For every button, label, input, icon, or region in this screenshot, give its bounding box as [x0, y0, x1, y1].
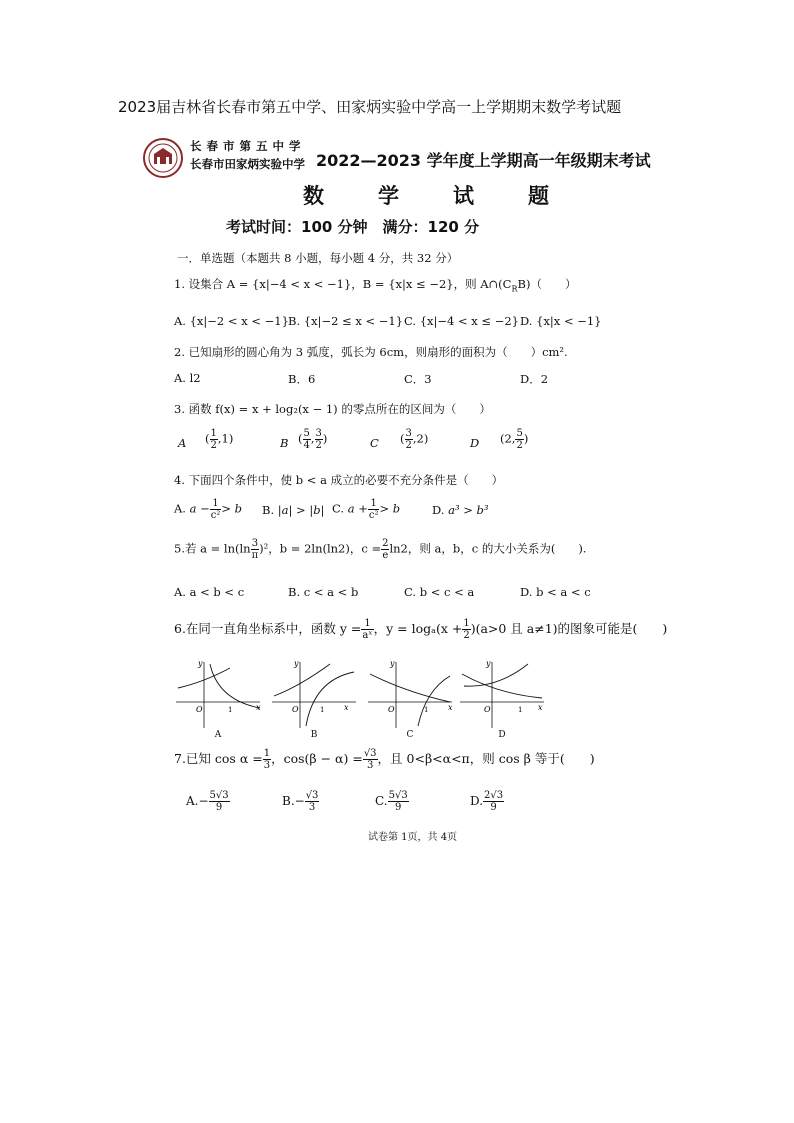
graph-d-plot: [458, 660, 546, 730]
q5-den-c: e: [382, 550, 389, 561]
q4-d-label: D.: [432, 503, 445, 517]
q3-b-den2: 2: [315, 440, 322, 451]
q7-d-label: D.: [470, 794, 484, 808]
graph-c-plot: [366, 660, 454, 730]
q5-option-c[interactable]: C. b < c < a: [404, 585, 475, 599]
q1-option-c[interactable]: C. {x|−4 < x ≤ −2}: [404, 314, 519, 328]
q3-option-d-value: [500, 428, 528, 451]
subject-title: [303, 180, 603, 210]
q2-option-a[interactable]: A. l2: [174, 371, 201, 385]
exam-title: 2022—2023 学年度上学期高一年级期末考试: [316, 151, 651, 170]
graph-d-o: O: [484, 705, 491, 714]
q4-d-text: a³ > b³: [448, 503, 489, 517]
q4-c-label: C.: [332, 501, 345, 516]
q4-b-label: B.: [262, 503, 275, 517]
q3-b-num2: 3: [315, 428, 322, 439]
graph-c-x: x: [448, 703, 453, 712]
q3-a-rest: ,1): [217, 431, 234, 446]
q7-option-c[interactable]: [375, 790, 409, 813]
q7-c-num: 5√3: [388, 790, 408, 801]
q5-num-c: 2: [382, 538, 389, 549]
q6-num: 1: [361, 618, 373, 630]
q7-c-label: C.: [375, 794, 388, 808]
q4-option-c[interactable]: [332, 498, 400, 521]
q7-den-a: 3: [263, 760, 271, 771]
page-footer: 试卷第 1页，共 4页: [368, 832, 458, 843]
graph-d-label: D: [498, 730, 506, 740]
q5-num: 3: [251, 538, 259, 549]
q3-a-num: 1: [210, 428, 217, 439]
q3-option-c-label[interactable]: C: [370, 436, 379, 450]
q4-option-a[interactable]: [174, 498, 242, 521]
q7-d-den: 9: [490, 802, 497, 813]
q3-a-den: 2: [210, 440, 217, 451]
graph-d-1: 1: [518, 706, 523, 714]
q7-d-num: 2√3: [484, 790, 504, 801]
q7-a-den: 9: [215, 802, 223, 813]
q3-d-num: 5: [516, 428, 523, 439]
school-seal-icon: [143, 138, 183, 178]
q6-den2: 2: [463, 630, 470, 641]
school-name-1: 长春市第五中学: [190, 139, 306, 153]
q6-b: ，y = logₐ(x +: [373, 621, 463, 636]
q5-option-b[interactable]: B. c < a < b: [288, 585, 359, 599]
q5-b: )²，b = 2ln(ln2)，c =: [259, 541, 382, 556]
subject-char: 试: [453, 184, 474, 208]
graph-b-y: y: [294, 660, 299, 668]
q2-option-b[interactable]: B．6: [288, 372, 316, 386]
graph-b-plot: [270, 660, 358, 730]
q6-den: aˣ: [362, 630, 373, 641]
graph-b-o: O: [292, 705, 299, 714]
q4-a-num: 1: [210, 498, 222, 510]
q7-option-a[interactable]: [186, 790, 230, 813]
q4-option-b[interactable]: [262, 503, 324, 517]
q7-option-b[interactable]: [282, 790, 319, 813]
q6-graph-b[interactable]: [270, 660, 358, 740]
q3-b-num: 5: [303, 428, 310, 439]
q7-b: ，cos(β − α) =: [271, 751, 363, 766]
q3-d-rest: ): [523, 431, 529, 446]
q1-tail: B)（ ）: [517, 277, 577, 291]
graph-a-y: y: [198, 660, 203, 668]
q1-text: 1. 设集合 A = {x|−4 < x < −1}，B = {x|x ≤ −2}，则 A∩(C: [174, 277, 512, 291]
graph-b-x: x: [344, 703, 349, 712]
q5-den: π: [251, 550, 259, 561]
q7-c: ，且 0<β<α<π，则 cos β 等于( ): [377, 751, 595, 766]
question-2-stem: 2. 已知扇形的圆心角为 3 弧度，弧长为 6cm，则扇形的面积为（ ）cm².: [174, 345, 568, 359]
q6-graphs: [174, 660, 544, 740]
q4-c-den: c²: [368, 510, 379, 521]
q1-option-b[interactable]: B. {x|−2 ≤ x < −1}: [288, 314, 404, 328]
q5-option-d[interactable]: D. b < a < c: [520, 585, 591, 599]
q3-b-rest: ): [322, 431, 328, 446]
subject-char: 数: [303, 184, 324, 208]
q3-option-a-value: [205, 428, 233, 451]
q7-option-d[interactable]: [470, 790, 504, 813]
graph-b-1: 1: [320, 706, 325, 714]
q4-c-text: a +: [347, 501, 368, 516]
graph-a-plot: [174, 660, 262, 730]
q6-num2: 1: [463, 618, 470, 629]
q2-option-c[interactable]: C．3: [404, 372, 432, 386]
subject-char: 学: [378, 184, 399, 208]
exam-timing: 考试时间：100 分钟 满分：120 分: [226, 218, 480, 236]
q3-c-den: 2: [405, 440, 412, 451]
q7-b-num: √3: [305, 790, 319, 801]
q5-c: ln2，则 a，b，c 的大小关系为( ).: [389, 541, 587, 556]
q3-b-den: 4: [303, 440, 310, 451]
graph-d-y: y: [486, 660, 491, 668]
q7-b-den: 3: [308, 802, 316, 813]
q6-a: 6.在同一直角坐标系中，函数 y =: [174, 621, 362, 636]
school-name-2: 长春市田家炳实验中学: [190, 157, 305, 171]
graph-a-label: A: [214, 730, 222, 740]
q3-d-den: 2: [516, 440, 523, 451]
q4-b-text: |a| > |b|: [277, 503, 325, 517]
graph-a-1: 1: [228, 706, 233, 714]
graph-a-o: O: [196, 705, 203, 714]
q6-graph-d[interactable]: [458, 660, 546, 740]
graph-a-x: x: [256, 703, 261, 712]
q7-den-b: 3: [366, 760, 374, 771]
q3-c-open: (: [400, 431, 405, 446]
q4-a-tail: > b: [221, 501, 243, 516]
q7-b-label: B.−: [282, 794, 305, 808]
q3-c-rest: ,2): [412, 431, 429, 446]
q4-a-den: c²: [210, 510, 221, 521]
q3-option-b-value: [298, 428, 327, 451]
q5-option-a[interactable]: A. a < b < c: [174, 585, 245, 599]
q3-a-open: (: [205, 431, 210, 446]
question-5-stem: [174, 538, 586, 561]
q4-c-tail: > b: [379, 501, 401, 516]
q4-a-label: A.: [174, 501, 186, 516]
q3-d-open: (2,: [500, 431, 516, 446]
question-4-stem: 4. 下面四个条件中，使 b < a 成立的必要不充分条件是（ ）: [174, 473, 504, 487]
q5-a: 5.若 a = ln(ln: [174, 541, 251, 556]
q3-b-open: (: [298, 431, 303, 446]
q3-option-b-label[interactable]: B: [280, 436, 289, 450]
graph-c-label: C: [406, 730, 414, 740]
question-1-stem: [174, 276, 576, 293]
section-heading: 一．单选题（本题共 8 小题，每小题 4 分，共 32 分）: [177, 251, 459, 265]
q3-c-num: 3: [405, 428, 412, 439]
q4-option-d[interactable]: [432, 503, 489, 517]
q3-option-d-label[interactable]: D: [470, 436, 480, 450]
graph-d-x: x: [538, 703, 543, 712]
q3-b-mid: ,: [310, 431, 315, 446]
q1-option-d[interactable]: D. {x|x < −1}: [520, 314, 602, 328]
q7-a-num: 5√3: [209, 790, 229, 801]
q3-option-c-value: [400, 428, 428, 451]
subject-char: 题: [528, 184, 549, 208]
q6-graph-a[interactable]: [174, 660, 262, 740]
graph-b-label: B: [310, 730, 318, 740]
q1-sub: R: [511, 284, 518, 294]
q6-graph-c[interactable]: [366, 660, 454, 740]
q7-c-den: 9: [394, 802, 402, 813]
q6-c: )(a>0 且 a≠1)的图象可能是( ): [470, 621, 668, 636]
q7-num-a: 1: [263, 748, 271, 759]
graph-c-1: 1: [424, 706, 429, 714]
q1-option-a[interactable]: A. {x|−2 < x < −1}: [174, 314, 289, 328]
question-6-stem: [174, 618, 667, 641]
graph-c-y: y: [390, 660, 395, 668]
question-7-stem: [174, 748, 595, 771]
document-title: 2023届吉林省长春市第五中学、田家炳实验中学高一上学期期末数学考试题: [118, 98, 622, 116]
q2-option-d[interactable]: D．2: [520, 372, 549, 386]
q7-num-b: √3: [363, 748, 377, 759]
graph-c-o: O: [388, 705, 395, 714]
q4-a-text: a −: [189, 501, 210, 516]
q7-a: 7.已知 cos α =: [174, 751, 263, 766]
question-3-stem: 3. 函数 f(x) = x + log₂(x − 1) 的零点所在的区间为（ ）: [174, 402, 491, 416]
q4-c-num: 1: [368, 498, 380, 510]
q7-a-label: A.−: [186, 794, 209, 808]
q3-option-a-label[interactable]: A: [178, 436, 187, 450]
